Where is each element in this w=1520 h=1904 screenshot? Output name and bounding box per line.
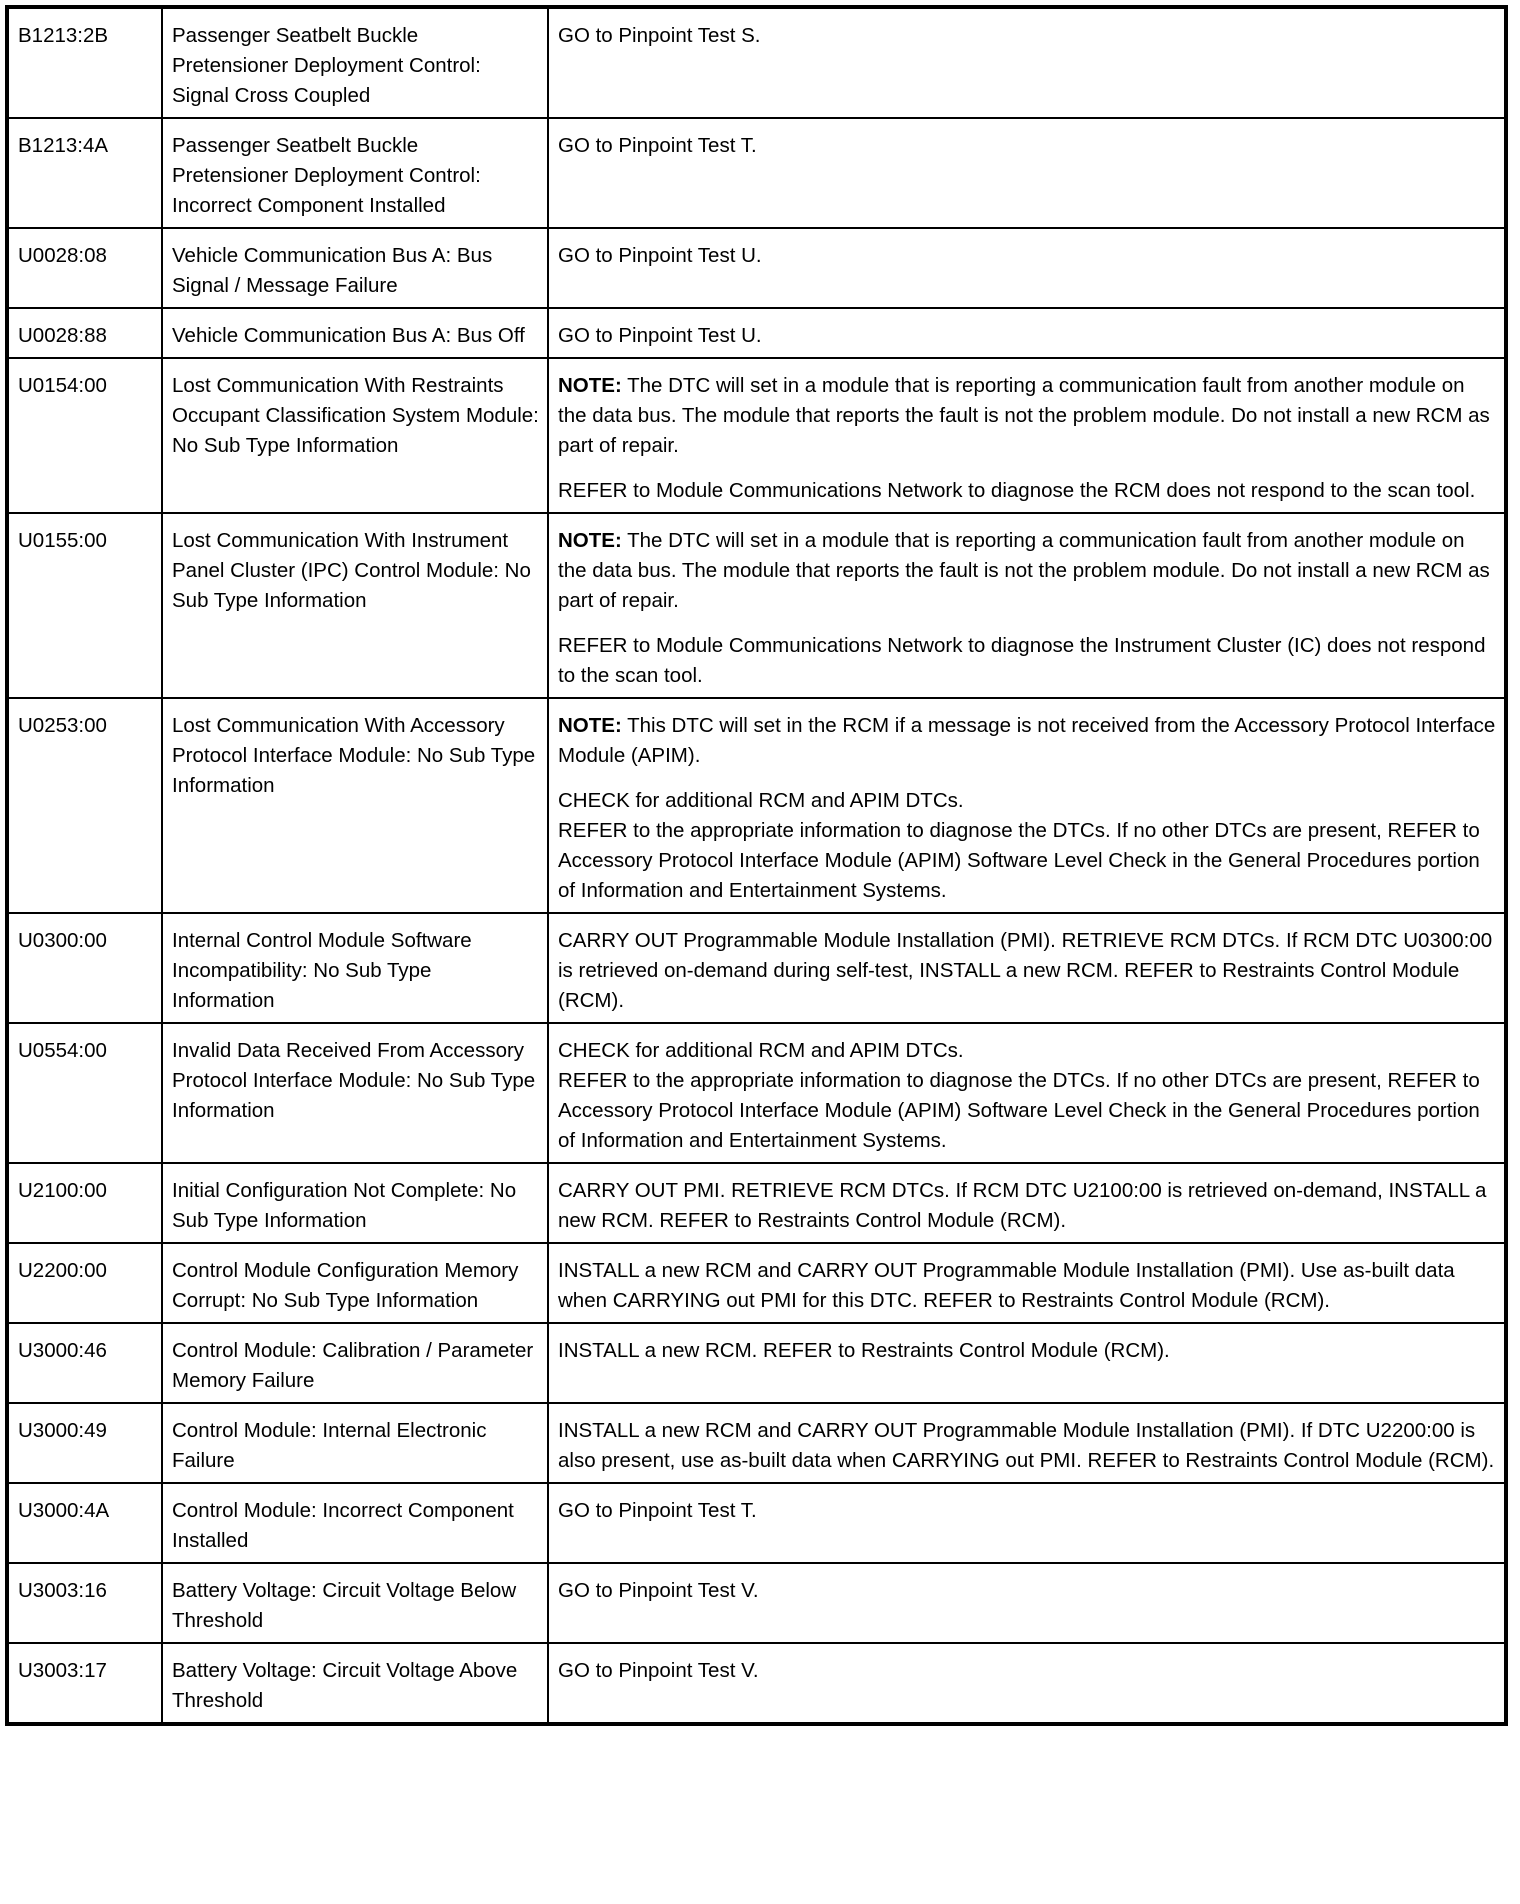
dtc-code-cell: U2100:00 [7, 1163, 162, 1243]
action-text: CHECK for additional RCM and APIM DTCs. [558, 789, 964, 812]
action-paragraph [558, 476, 1496, 506]
action-text: CARRY OUT PMI. RETRIEVE RCM DTCs. If RCM DTC U2100:00 is retrieved on-demand, INSTALL a new RCM. REFER to Restraints Control Module (RCM). [558, 1179, 1487, 1232]
dtc-action-cell [548, 513, 1506, 698]
action-paragraph [558, 631, 1496, 691]
action-text: CHECK for additional RCM and APIM DTCs. [558, 1039, 964, 1062]
dtc-code-cell: B1213:2B [7, 7, 162, 118]
dtc-action-cell [548, 1563, 1506, 1643]
table-row [7, 228, 1506, 308]
dtc-code-cell: U0154:00 [7, 358, 162, 513]
dtc-code-cell: U0028:88 [7, 308, 162, 358]
action-paragraph [558, 241, 1496, 271]
action-text: REFER to Module Communications Network to diagnose the RCM does not respond to the scan tool. [558, 479, 1476, 502]
action-paragraph [558, 1256, 1496, 1316]
dtc-description-cell: Battery Voltage: Circuit Voltage Below Threshold [162, 1563, 548, 1643]
table-row [7, 1163, 1506, 1243]
action-paragraph [558, 786, 1496, 906]
dtc-action-cell [548, 913, 1506, 1023]
action-text: CARRY OUT Programmable Module Installation (PMI). RETRIEVE RCM DTCs. If RCM DTC U0300:00 is retrieved on-demand during self-test, INSTALL a new RCM. REFER to Restraints Control Module (RCM). [558, 929, 1493, 1012]
dtc-code-cell: U0253:00 [7, 698, 162, 913]
action-text: GO to Pinpoint Test S. [558, 24, 761, 47]
action-paragraph [558, 21, 1496, 51]
dtc-action-cell [548, 1643, 1506, 1724]
note-label: NOTE: [558, 374, 622, 397]
dtc-code-cell: U3000:46 [7, 1323, 162, 1403]
dtc-action-cell [548, 698, 1506, 913]
action-text: The DTC will set in a module that is reporting a communication fault from another module on the data bus. The module that reports the fault is not the problem module. Do not install a new RCM as part of repair. [558, 374, 1490, 457]
action-text: INSTALL a new RCM. REFER to Restraints Control Module (RCM). [558, 1339, 1170, 1362]
dtc-code-cell: U0300:00 [7, 913, 162, 1023]
dtc-action-cell [548, 1243, 1506, 1323]
action-text: GO to Pinpoint Test U. [558, 244, 762, 267]
dtc-code-cell: U3003:17 [7, 1643, 162, 1724]
dtc-code-cell: B1213:4A [7, 118, 162, 228]
table-row [7, 1483, 1506, 1563]
table-row [7, 118, 1506, 228]
note-label: NOTE: [558, 714, 622, 737]
dtc-description-cell: Control Module: Internal Electronic Failure [162, 1403, 548, 1483]
action-paragraph [558, 526, 1496, 616]
dtc-description-cell: Vehicle Communication Bus A: Bus Off [162, 308, 548, 358]
dtc-description-cell: Control Module Configuration Memory Corrupt: No Sub Type Information [162, 1243, 548, 1323]
table-row [7, 358, 1506, 513]
action-paragraph [558, 371, 1496, 461]
dtc-code-cell: U2200:00 [7, 1243, 162, 1323]
note-label: NOTE: [558, 529, 622, 552]
dtc-description-cell: Vehicle Communication Bus A: Bus Signal / Message Failure [162, 228, 548, 308]
dtc-action-cell [548, 1163, 1506, 1243]
dtc-description-cell: Internal Control Module Software Incompatibility: No Sub Type Information [162, 913, 548, 1023]
dtc-description-cell: Lost Communication With Accessory Protocol Interface Module: No Sub Type Information [162, 698, 548, 913]
dtc-description-cell: Control Module: Incorrect Component Installed [162, 1483, 548, 1563]
table-row [7, 1403, 1506, 1483]
dtc-description-cell: Passenger Seatbelt Buckle Pretensioner Deployment Control: Signal Cross Coupled [162, 7, 548, 118]
action-text: REFER to the appropriate information to diagnose the DTCs. If no other DTCs are present, REFER to Accessory Protocol Interface Module (APIM) Software Level Check in the General Procedures portion of Information and Entertainment Systems. [558, 1069, 1480, 1152]
action-text: GO to Pinpoint Test U. [558, 324, 762, 347]
dtc-code-cell: U3003:16 [7, 1563, 162, 1643]
action-text: INSTALL a new RCM and CARRY OUT Programmable Module Installation (PMI). Use as-built data when CARRYING out PMI for this DTC. REFER to Restraints Control Module (RCM). [558, 1259, 1455, 1312]
action-paragraph [558, 131, 1496, 161]
dtc-description-cell: Invalid Data Received From Accessory Protocol Interface Module: No Sub Type Information [162, 1023, 548, 1163]
action-paragraph [558, 1176, 1496, 1236]
table-row [7, 1243, 1506, 1323]
table-row [7, 308, 1506, 358]
dtc-description-cell: Lost Communication With Instrument Panel Cluster (IPC) Control Module: No Sub Type Information [162, 513, 548, 698]
action-text: GO to Pinpoint Test V. [558, 1579, 759, 1602]
action-text: REFER to the appropriate information to diagnose the DTCs. If no other DTCs are present, REFER to Accessory Protocol Interface Module (APIM) Software Level Check in the General Procedures portion of Information and Entertainment Systems. [558, 819, 1480, 902]
action-paragraph [558, 1496, 1496, 1526]
table-row [7, 1323, 1506, 1403]
dtc-action-cell [548, 1323, 1506, 1403]
dtc-description-cell: Control Module: Calibration / Parameter Memory Failure [162, 1323, 548, 1403]
table-row [7, 513, 1506, 698]
action-text: REFER to Module Communications Network to diagnose the Instrument Cluster (IC) does not respond to the scan tool. [558, 634, 1486, 687]
dtc-action-cell [548, 1403, 1506, 1483]
action-paragraph [558, 1336, 1496, 1366]
table-row [7, 1563, 1506, 1643]
dtc-action-cell [548, 358, 1506, 513]
dtc-code-cell: U3000:49 [7, 1403, 162, 1483]
action-text: GO to Pinpoint Test T. [558, 1499, 757, 1522]
action-paragraph [558, 321, 1496, 351]
dtc-code-cell: U3000:4A [7, 1483, 162, 1563]
action-paragraph [558, 1036, 1496, 1156]
action-text: GO to Pinpoint Test V. [558, 1659, 759, 1682]
table-row [7, 7, 1506, 118]
action-text: The DTC will set in a module that is reporting a communication fault from another module on the data bus. The module that reports the fault is not the problem module. Do not install a new RCM as part of repair. [558, 529, 1490, 612]
table-row [7, 913, 1506, 1023]
action-text: This DTC will set in the RCM if a message is not received from the Accessory Protocol Interface Module (APIM). [558, 714, 1496, 767]
dtc-action-cell [548, 308, 1506, 358]
dtc-code-cell: U0155:00 [7, 513, 162, 698]
dtc-action-cell [548, 1483, 1506, 1563]
action-paragraph [558, 1576, 1496, 1606]
table-row [7, 698, 1506, 913]
dtc-action-cell [548, 7, 1506, 118]
dtc-action-cell [548, 118, 1506, 228]
dtc-action-cell [548, 1023, 1506, 1163]
action-text: INSTALL a new RCM and CARRY OUT Programmable Module Installation (PMI). If DTC U2200:00 is also present, use as-built data when CARRYING out PMI. REFER to Restraints Control Module (RCM). [558, 1419, 1495, 1472]
dtc-code-cell: U0554:00 [7, 1023, 162, 1163]
action-paragraph [558, 1656, 1496, 1686]
table-row [7, 1643, 1506, 1724]
dtc-description-cell: Passenger Seatbelt Buckle Pretensioner Deployment Control: Incorrect Component Installed [162, 118, 548, 228]
action-text: GO to Pinpoint Test T. [558, 134, 757, 157]
action-paragraph [558, 926, 1496, 1016]
dtc-description-cell: Battery Voltage: Circuit Voltage Above Threshold [162, 1643, 548, 1724]
dtc-table [5, 5, 1508, 1726]
action-paragraph [558, 1416, 1496, 1476]
dtc-code-cell: U0028:08 [7, 228, 162, 308]
dtc-table-body [7, 7, 1506, 1724]
table-row [7, 1023, 1506, 1163]
dtc-description-cell: Initial Configuration Not Complete: No Sub Type Information [162, 1163, 548, 1243]
dtc-action-cell [548, 228, 1506, 308]
dtc-description-cell: Lost Communication With Restraints Occupant Classification System Module: No Sub Type Information [162, 358, 548, 513]
action-paragraph [558, 711, 1496, 771]
